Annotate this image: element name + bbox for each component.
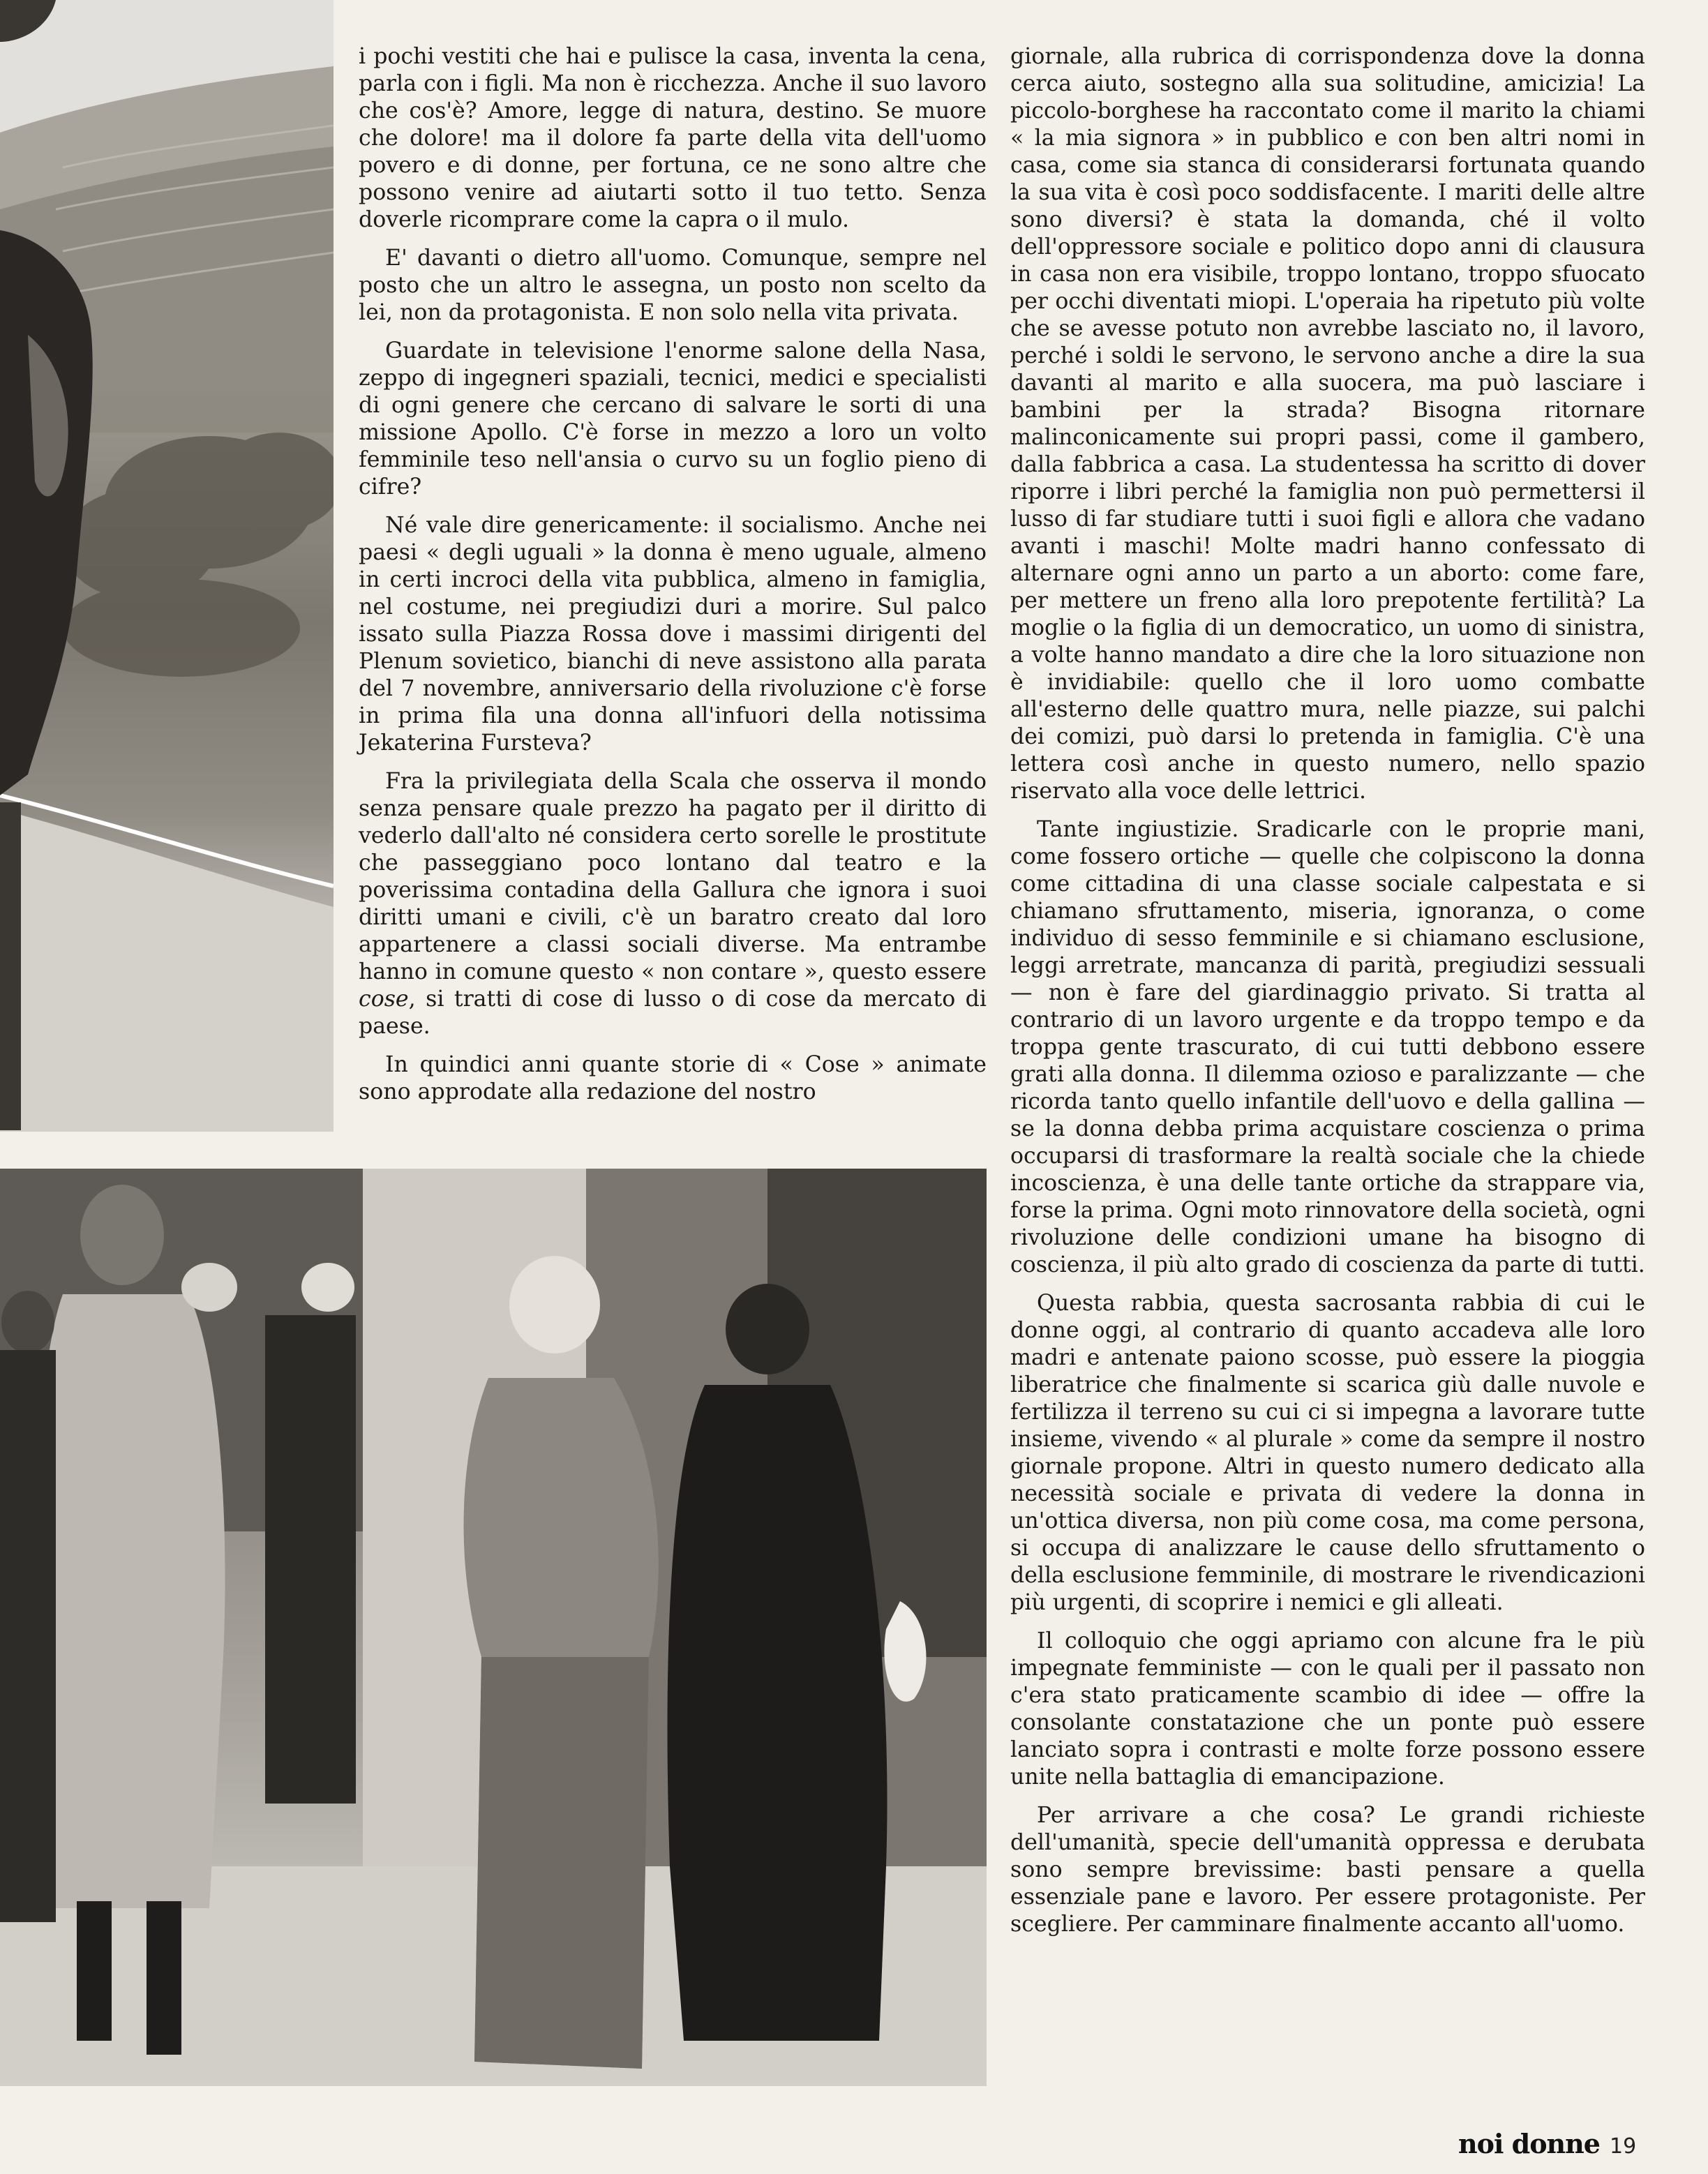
italic-word: cose [359,987,409,1012]
paragraph-text: , si tratti di cose di lusso o di cose da mercato di paese. [359,987,987,1039]
magazine-logo: noi donne [1458,2128,1600,2159]
landscape-photo [0,0,334,1132]
page-number: 19 [1610,2134,1637,2159]
gala-photo [0,1169,987,2086]
paragraph: giornale, alla rubrica di corrispondenza dove la donna cerca aiuto, sostegno alla sua solitudine, amicizia! La piccolo-borghese ha raccontato come il marito la chiami « la mia signora » in pubblico e con ben altri nomi in casa, come sia stanca di considerarsi fortunata quando la sua vita è così poco soddisfacente. I mariti delle altre sono diversi? è stata la domanda, ché il volto dell'oppressore sociale e politico dopo anni di clausura in casa non era visibile, troppo lontano, troppo sfuocato per occhi diventati miopi. L'operaia ha ripetuto più volte che se avesse potuto non avrebbe lasciato no, il lavoro, perché i soldi le servono, le servono anche a dire la sua davanti al marito e alla suocera, ma può lasciare i bambini per la strada? Bisogna ritornare malinconicamente sui propri passi, come il gambero, dalla fabbrica a casa. La studentessa ha scritto di dover riporre i libri perché la famiglia non può permettersi il lusso di far studiare tutti i suoi figli e allora che vadano avanti i maschi! Molte madri hanno confessato di alternare ogni anno un parto a un aborto: come fare, per mettere un freno alla loro prepotente fertilità? La moglie o la figlia di un democratico, un uomo di sinistra, a volte hanno mandato a dire che la loro situazione non è invidiabile: quello che il loro uomo combatte all'esterno delle quattro mura, nelle piazze, sui palchi dei comizi, può darsi lo pretenda in famiglia. C'è una lettera così anche in questo numero, nello spazio riservato alla voce delle lettrici. [1010,44,1645,804]
paragraph: Il colloquio che oggi apriamo con alcune fra le più impegnate femministe — con le quali per il passato non c'era stato praticamente scambio di idee — offre la consolante constatazione che un ponte può essere lanciato sopra i contrasti e molte forze possono essere unite nella battaglia di emancipazione. [1010,1628,1645,1790]
paragraph: Guardate in televisione l'enorme salone della Nasa, zeppo di ingegneri spaziali, tecnici, medici e specialisti di ogni genere che cercano di salvare le sorti di una missione Apollo. C'è forse in mezzo a loro un volto femminile teso nell'ansia o curvo su un foglio pieno di cifre? [359,338,987,500]
paragraph: Per arrivare a che cosa? Le grandi richieste dell'umanità, specie dell'umanità oppressa e derubata sono sempre brevissime: basti pensare a quella essenziale pane e lavoro. Per essere protagoniste. Per scegliere. Per camminare finalmente accanto all'uomo. [1010,1803,1645,1937]
page-footer [1458,2128,1636,2159]
paragraph: i pochi vestiti che hai e pulisce la casa, inventa la cena, parla con i figli. Ma non è ricchezza. Anche il suo lavoro che cos'è? Amore, legge di natura, destino. Se muore che dolore! ma il dolore fa parte della vita dell'uomo povero e di donne, per fortuna, ce ne sono altre che possono venire ad aiutarti sotto il tuo tetto. Senza doverle ricomprare come la capra o il mulo. [359,44,987,232]
gala-photo-drawing [0,1169,987,2086]
paragraph: Tante ingiustizie. Sradicarle con le proprie mani, come fossero ortiche — quelle che colpiscono la donna come cittadina di una classe sociale calpestata e si chiamano sfruttamento, miseria, ignoranza, o come individuo di sesso femminile e si chiamano esclusione, leggi arretrate, mancanza di parità, pregiudizi sessuali — non è fare del giardinaggio privato. Si tratta al contrario di un lavoro urgente e da troppo tempo e da troppa gente trascurato, di cui tutti debbono essere grati alla donna. Il dilemma ozioso e paralizzante — che ricorda tanto quello infantile dell'uovo e della gallina — se la donna debba prima acquistare coscienza o prima occuparsi di trasformare la realtà sociale che la chiede incoscienza, è una delle tante ortiche da strappare via, forse la prima. Ogni moto rinnovatore della società, ogni rivoluzione delle condizioni umane ha bisogno di coscienza, il più alto grado di coscienza da parte di tutti. [1010,817,1645,1277]
paragraph-text: Fra la privilegiata della Scala che osserva il mondo senza pensare quale prezzo ha pagato per il diritto di vederlo dall'alto né considera certo sorelle le prostitute che passeggiano poco lontano dal teatro e la poverissima contadina della Gallura che ignora i suoi diritti umani e civili, c'è un baratro creato dal loro appartenere a classi sociali diverse. Ma entrambe hanno in comune questo « non contare », questo essere [359,769,987,984]
paragraph: In quindici anni quante storie di « Cose » animate sono approdate alla redazione del nostro [359,1052,987,1104]
article-column-middle [359,43,987,1106]
paragraph: Questa rabbia, questa sacrosanta rabbia di cui le donne oggi, al contrario di quanto accadeva alle loro madri e antenate paiono scosse, può essere la pioggia liberatrice che finalmente si scarica giù dalle nuvole e fertilizza il terreno su cui ci si impegna a lavorare tutte insieme, vivendo « al plurale » come da sempre il nostro giornale propone. Altri in questo numero dedicato alla necessità sociale e privata di vedere la donna in un'ottica diversa, non più come cosa, ma come persona, si occupa di analizzare le cause dello sfruttamento o della esclusione femminile, di mostrare le rivendicazioni più urgenti, di scoprire i nemici e gli alleati. [1010,1291,1645,1615]
paragraph: E' davanti o dietro all'uomo. Comunque, sempre nel posto che un altro le assegna, un posto non scelto da lei, non da protagonista. E non solo nella vita privata. [359,246,987,325]
landscape-photo-drawing [0,0,334,1132]
paragraph [359,768,987,1040]
article-column-right [1010,43,1645,1938]
paragraph: Né vale dire genericamente: il socialismo. Anche nei paesi « degli uguali » la donna è meno uguale, almeno in certi incroci della vita pubblica, almeno in famiglia, nel costume, nei pregiudizi duri a morire. Sul palco issato sulla Piazza Rossa dove i massimi dirigenti del Plenum sovietico, bianchi di neve assistono alla parata del 7 novembre, anniversario della rivoluzione c'è forse in prima fila una donna all'infuori della notissima Jekaterina Fursteva? [359,513,987,756]
